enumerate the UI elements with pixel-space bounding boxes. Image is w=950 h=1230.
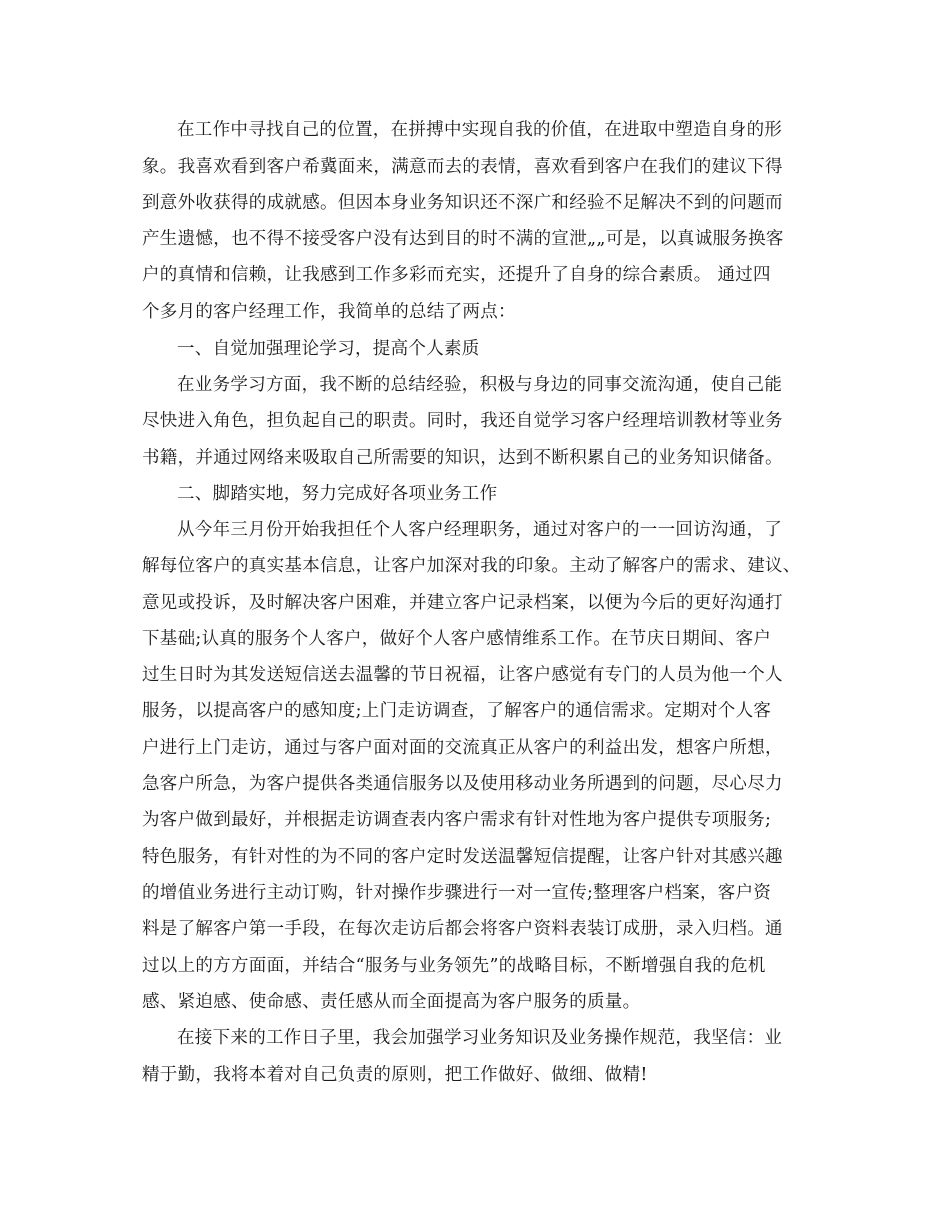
text-line: 精于勤，我将本着对自己负责的原则，把工作做好、做细、做精! [142, 1065, 648, 1085]
text-line: 服务，以提高客户的感知度;上门走访调查，了解客户的通信需求。定期对个人客 [142, 701, 772, 721]
section-heading: 一、自觉加强理论学习，提高个人素质 [177, 339, 480, 359]
text-line: 产生遗憾，也不得不接受客户没有达到目的时不满的宣泄„„可是，以真诚服务换客 [142, 229, 784, 249]
text-line: 过以上的方方面面，并结合“服务与业务领先”的战略目标，不断增强自我的危机 [142, 956, 766, 976]
text-line: 料是了解客户第一手段，在每次走访后都会将客户资料表装订成册，录入归档。通 [142, 919, 783, 939]
text-line: 的增值业务进行主动订购，针对操作步骤进行一对一宣传;整理客户档案，客户资 [142, 883, 772, 903]
text-line: 急客户所急，为客户提供各类通信服务以及使用移动业务所遇到的问题，尽心尽力 [142, 774, 783, 794]
text-line: 到意外收获得的成就感。但因本身业务知识还不深广和经验不足解决不到的问题而 [142, 193, 783, 213]
text-line: 从今年三月份开始我担任个人客户经理职务，通过对客户的一一回访沟通，了 [177, 520, 783, 540]
text-line: 在接下来的工作日子里，我会加强学习业务知识及业务操作规范，我坚信：业 [177, 1028, 783, 1048]
text-line: 户进行上门走访，通过与客户面对面的交流真正从客户的利益出发，想客户所想， [142, 738, 783, 758]
text-line: 户的真情和信赖，让我感到工作多彩而充实，还提升了自身的综合素质。 通过四 [142, 265, 771, 285]
section-heading: 二、脚踏实地，努力完成好各项业务工作 [177, 484, 498, 504]
text-line: 特色服务，有针对性的为不同的客户定时发送温馨短信提醒，让客户针对其感兴趣 [142, 847, 783, 867]
text-line: 个多月的客户经理工作，我简单的总结了两点： [142, 302, 516, 322]
text-line: 意见或投诉，及时解决客户困难，并建立客户记录档案，以便为今后的更好沟通打 [142, 593, 783, 613]
text-line: 在工作中寻找自己的位置，在拼搏中实现自我的价值，在进取中塑造自身的形 [177, 120, 783, 140]
text-line: 象。我喜欢看到客户希冀面来，满意而去的表情，喜欢看到客户在我们的建议下得 [142, 157, 783, 177]
text-line: 书籍，并通过网络来吸取自己所需要的知识，达到不断积累自己的业务知识储备。 [142, 448, 783, 468]
text-line: 下基础;认真的服务个人客户，做好个人客户感情维系工作。在节庆日期间、客户 [142, 629, 772, 649]
text-line: 尽快进入角色，担负起自己的职责。同时，我还自觉学习客户经理培训教材等业务 [142, 411, 783, 431]
text-line: 在业务学习方面，我不断的总结经验，积极与身边的同事交流沟通，使自己能 [177, 375, 783, 395]
text-line: 过生日时为其发送短信送去温馨的节日祝福，让客户感觉有专门的人员为他一个人 [142, 665, 783, 685]
text-line: 为客户做到最好，并根据走访调查表内客户需求有针对性地为客户提供专项服务; [142, 810, 772, 830]
text-line: 感、紧迫感、使命感、责任感从而全面提高为客户服务的质量。 [142, 992, 641, 1012]
text-line: 解每位客户的真实基本信息，让客户加深对我的印象。主动了解客户的需求、建议、 [142, 556, 801, 576]
